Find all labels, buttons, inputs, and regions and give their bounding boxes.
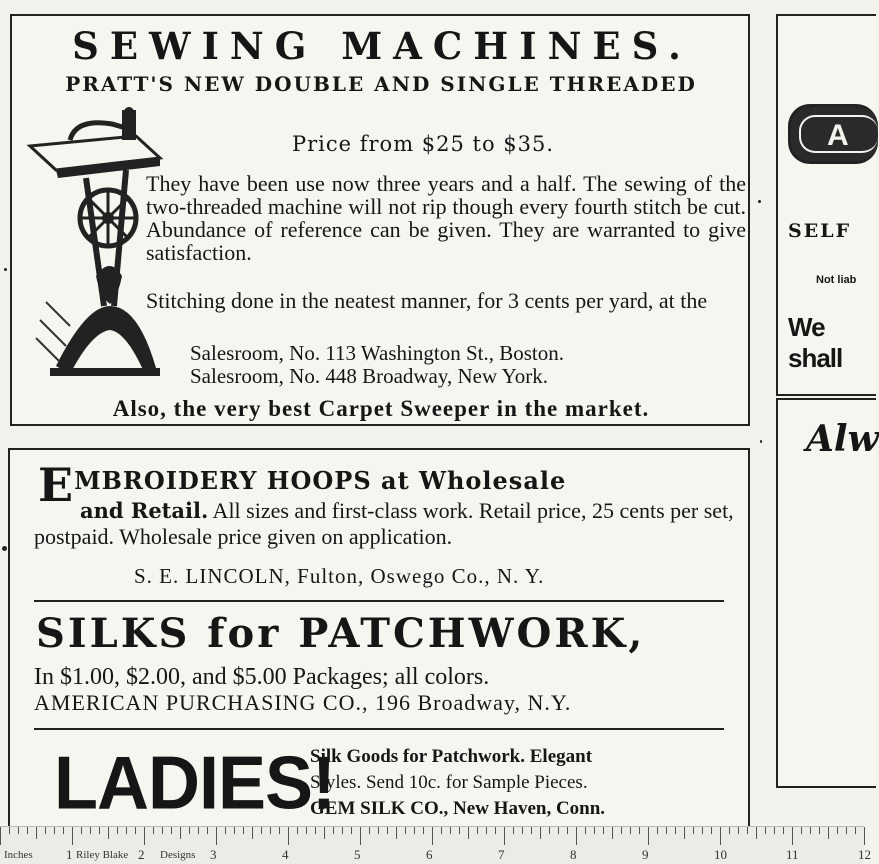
right-column-ad-bottom: [776, 398, 879, 788]
sewing-body: They have been use now three years and a half. The sewing of the two-threaded machine will not rip though every fourth stitch be cut. Abundance of reference can be given. They are warranted to give satisfaction.: [146, 171, 746, 265]
ruler-tick: [657, 827, 658, 834]
ruler-tick: [45, 827, 46, 834]
ruler-tick: [18, 827, 19, 834]
ladies-line-3: GEM SILK CO., New Haven, Conn.: [310, 798, 606, 819]
ruler-tick: [459, 827, 460, 834]
ruler-tick: [126, 827, 127, 834]
ladies-title: LADIES!: [54, 741, 335, 826]
ladies-line-2: Styles. Send 10c. for Sample Pieces.: [310, 772, 588, 793]
ruler-tick: [171, 827, 172, 834]
ruler-tick: [783, 827, 784, 834]
ruler-number: 7: [498, 847, 505, 862]
ruler-tick: [594, 827, 595, 834]
ruler-tick: [135, 827, 136, 834]
ruler-tick: [513, 827, 514, 834]
silks-packages: In $1.00, $2.00, and $5.00 Packages; all colors.: [34, 664, 490, 690]
right-alw-text: Alw: [806, 418, 879, 460]
ruler-tick: [486, 827, 487, 834]
ruler-tick: [72, 827, 73, 845]
ornate-badge: [788, 104, 878, 164]
ruler-tick: [225, 827, 226, 834]
ruler-tick: [477, 827, 478, 834]
badge-text: A: [799, 115, 878, 153]
ruler-tick: [468, 827, 469, 839]
ruler-tick: [342, 827, 343, 834]
ruler-tick: [369, 827, 370, 834]
ruler-tick: [864, 827, 865, 845]
ruler-tick: [738, 827, 739, 834]
sewing-subtitle: PRATT'S NEW DOUBLE AND SINGLE THREADED: [65, 72, 697, 96]
ruler-tick: [576, 827, 577, 845]
ruler-tick: [423, 827, 424, 834]
right-not-liab-text: Not liab: [816, 274, 857, 286]
ruler-tick: [855, 827, 856, 834]
embroidery-text-bold: and Retail.: [80, 498, 209, 523]
ruler-tick: [756, 827, 757, 839]
ruler-tick: [297, 827, 298, 834]
ruler-tick: [612, 827, 613, 839]
ruler-tick: [810, 827, 811, 834]
ruler-tick: [792, 827, 793, 845]
ruler-number: 5: [354, 847, 361, 862]
ruler-tick: [585, 827, 586, 834]
ruler-tick: [414, 827, 415, 834]
ruler-tick: [819, 827, 820, 834]
ruler-tick: [0, 827, 1, 845]
ruler-tick: [774, 827, 775, 834]
ruler-tick: [279, 827, 280, 834]
ruler-number: 8: [570, 847, 577, 862]
ruler-tick: [711, 827, 712, 834]
ruler-tick: [9, 827, 10, 834]
ruler-tick: [252, 827, 253, 839]
embroidery-initial: E: [38, 458, 75, 512]
ruler-tick: [531, 827, 532, 834]
ruler-tick: [558, 827, 559, 834]
right-column-ad-top: [776, 14, 876, 396]
ruler-tick: [702, 827, 703, 834]
ruler-tick: [243, 827, 244, 834]
ruler-tick: [324, 827, 325, 839]
ladies-text: [310, 744, 730, 822]
ruler-tick: [765, 827, 766, 834]
ruler-tick: [198, 827, 199, 834]
sewing-addresses: [190, 342, 730, 388]
ruler-tick: [216, 827, 217, 845]
ruler-tick: [720, 827, 721, 845]
ruler-tick: [90, 827, 91, 834]
ruler-number: 6: [426, 847, 433, 862]
ruler-tick: [801, 827, 802, 834]
ruler-tick: [99, 827, 100, 834]
ruler-number: 4: [282, 847, 289, 862]
ruler-tick: [747, 827, 748, 834]
divider: [34, 600, 724, 602]
right-we-shall-text: We shall: [788, 312, 843, 373]
ruler-tick: [360, 827, 361, 845]
ruler-number: 1: [66, 847, 73, 862]
sewing-address-boston: Salesroom, No. 113 Washington St., Boston.: [190, 341, 564, 365]
ruler-number: 3: [210, 847, 217, 862]
ruler-tick: [828, 827, 829, 839]
ruler-brand-2: Designs: [160, 849, 196, 861]
ruler-tick: [540, 827, 541, 839]
ruler-tick: [495, 827, 496, 834]
ruler-number: 12: [858, 847, 871, 862]
ruler-number: 2: [138, 847, 145, 862]
ladies-line-1: Silk Goods for Patchwork. Elegant: [310, 746, 593, 767]
ruler-tick: [441, 827, 442, 834]
ruler-tick: [549, 827, 550, 834]
ruler-tick: [666, 827, 667, 834]
sewing-machine-illustration: [26, 106, 166, 406]
ruler-tick: [315, 827, 316, 834]
ruler-brand-1: Riley Blake: [76, 849, 129, 861]
ruler-tick: [639, 827, 640, 834]
ruler-tick: [837, 827, 838, 834]
ruler-tick: [387, 827, 388, 834]
measuring-ruler: [0, 826, 871, 864]
lower-ad-block: [8, 448, 750, 828]
ruler-number: 9: [642, 847, 649, 862]
ruler-tick: [684, 827, 685, 839]
ruler-tick: [693, 827, 694, 834]
ruler-tick: [288, 827, 289, 845]
embroidery-headline-text: MBROIDERY HOOPS at Wholesale: [74, 466, 567, 495]
ruler-tick: [630, 827, 631, 834]
ruler-tick: [603, 827, 604, 834]
embroidery-text: [34, 486, 734, 550]
ruler-tick: [27, 827, 28, 834]
ruler-tick: [675, 827, 676, 834]
ruler-tick: [162, 827, 163, 834]
ruler-tick: [81, 827, 82, 834]
silks-title: SILKS for PATCHWORK,: [36, 610, 646, 657]
ruler-tick: [351, 827, 352, 834]
ruler-tick: [270, 827, 271, 834]
ruler-unit-label: Inches: [4, 849, 33, 861]
sewing-sweeper: Also, the very best Carpet Sweeper in the market.: [112, 396, 650, 421]
ruler-tick: [567, 827, 568, 834]
ruler-tick: [729, 827, 730, 834]
ruler-tick: [405, 827, 406, 834]
ruler-tick: [504, 827, 505, 845]
ruler-tick: [153, 827, 154, 834]
ruler-tick: [54, 827, 55, 834]
ruler-tick: [36, 827, 37, 839]
ruler-tick: [306, 827, 307, 834]
ruler-tick: [333, 827, 334, 834]
sewing-price: Price from $25 to $35.: [292, 132, 555, 156]
ruler-tick: [117, 827, 118, 834]
sewing-machines-ad: [10, 14, 750, 426]
sewing-title: SEWING MACHINES.: [72, 24, 692, 68]
ruler-number: 11: [786, 847, 799, 862]
right-self-text: SELF: [788, 220, 852, 242]
divider: [34, 728, 724, 730]
ruler-tick: [108, 827, 109, 839]
ruler-tick: [180, 827, 181, 839]
ruler-tick: [207, 827, 208, 834]
ruler-number: 10: [714, 847, 727, 862]
ruler-tick: [378, 827, 379, 834]
sewing-address-newyork: Salesroom, No. 448 Broadway, New York.: [190, 364, 548, 388]
embroidery-signature: S. E. LINCOLN, Fulton, Oswego Co., N. Y.: [134, 564, 545, 588]
ruler-tick: [522, 827, 523, 834]
ruler-tick: [621, 827, 622, 834]
ruler-tick: [144, 827, 145, 845]
ruler-tick: [648, 827, 649, 845]
ruler-tick: [261, 827, 262, 834]
ruler-tick: [450, 827, 451, 834]
ruler-tick: [234, 827, 235, 834]
ruler-tick: [432, 827, 433, 845]
ruler-tick: [63, 827, 64, 834]
embroidery-text-rest: All sizes and first-class work. Retail price, 25 cents per set, postpaid. Wholesale price given on application.: [34, 498, 734, 549]
silks-company: AMERICAN PURCHASING CO., 196 Broadway, N.Y.: [34, 690, 572, 715]
ruler-tick: [189, 827, 190, 834]
ruler-tick: [846, 827, 847, 834]
sewing-stitching: Stitching done in the neatest manner, for 3 cents per yard, at the: [146, 288, 708, 313]
ruler-tick: [396, 827, 397, 839]
